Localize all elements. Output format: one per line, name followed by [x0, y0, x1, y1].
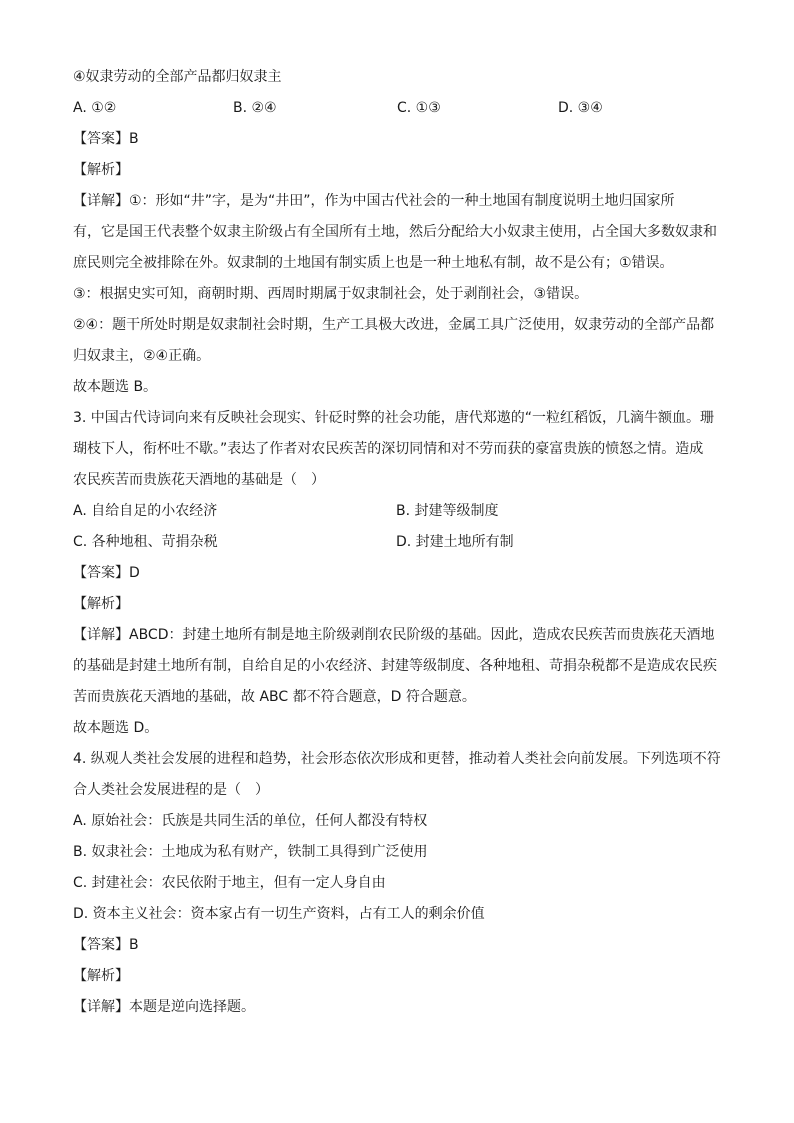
q2-choices-row: [73, 93, 723, 124]
q4-choice-b: B. 奴隶社会：土地成为私有财产，铁制工具得到广泛使用: [73, 844, 428, 860]
q3-detail-line: 【详解】ABCD：封建土地所有制是地主阶级剥削农民阶级的基础。因此，造成农民疾苦而贵族花天酒地: [73, 627, 715, 643]
q2-option-4-statement: ④奴隶劳动的全部产品都归奴隶主: [73, 69, 282, 85]
q4-stem-line: 合人类社会发展进程的是（ ）: [73, 782, 269, 798]
q2-detail-line: 【详解】①：形如“井”字，是为“井田”，作为中国古代社会的一种土地国有制度说明土地归国家所: [73, 193, 675, 209]
q2-detail-line: 有，它是国王代表整个奴隶主阶级占有全国所有土地，然后分配给大小奴隶主使用，占全国大多数奴隶和: [73, 224, 717, 240]
q3-choices-row-2: [73, 527, 723, 558]
q3-answer: 【答案】D: [73, 565, 140, 581]
q2-analysis-heading: 【解析】: [73, 162, 129, 178]
q2-choice-b: B. ②④: [233, 100, 277, 116]
q3-stem: [73, 403, 723, 496]
q2-choice-a: A. ①②: [73, 100, 117, 116]
q2-choice-d: D. ③④: [558, 100, 603, 116]
q2-answer: 【答案】B: [73, 131, 139, 147]
q2-detail-line: 庶民则完全被排除在外。奴隶制的土地国有制实质上也是一种土地私有制，故不是公有；①错误。: [73, 255, 674, 271]
q2-conclusion: 故本题选 B。: [73, 379, 158, 395]
q4-detail-line: 【详解】本题是逆向选择题。: [73, 999, 255, 1015]
document-page: [73, 62, 723, 1023]
q2-detail-line: ②④：题干所处时期是奴隶制社会时期，生产工具极大改进，金属工具广泛使用，奴隶劳动的全部产品都: [73, 317, 715, 333]
q3-detail-line: 的基础是封建土地所有制，自给自足的小农经济、封建等级制度、各种地租、苛捐杂税都不是造成农民疾: [73, 658, 717, 674]
q4-detail: [73, 992, 723, 1023]
q4-stem-line: 4. 纵观人类社会发展的进程和趋势，社会形态依次形成和更替，推动着人类社会向前发展。下列选项不符: [73, 751, 721, 767]
q4-choice-c: C. 封建社会：农民依附于地主，但有一定人身自由: [73, 875, 386, 891]
q3-stem-line: 3. 中国古代诗词向来有反映社会现实、针砭时弊的社会功能，唐代郑遨的“一粒红稻饭，几滴牛额血。珊: [73, 410, 715, 426]
q4-stem: [73, 744, 723, 806]
q3-choice-d: D. 封建土地所有制: [396, 534, 514, 550]
q2-choice-c: C. ①③: [397, 100, 441, 116]
q3-choices-row-1: [73, 496, 723, 527]
q3-choice-c: C. 各种地租、苛捐杂税: [73, 534, 218, 550]
q4-choice-a: A. 原始社会：氏族是共同生活的单位，任何人都没有特权: [73, 813, 428, 829]
q4-analysis-heading: 【解析】: [73, 968, 129, 984]
q3-conclusion: 故本题选 D。: [73, 720, 159, 736]
q3-choice-a: A. 自给自足的小农经济: [73, 503, 218, 519]
q3-detail-line: 苦而贵族花天酒地的基础，故 ABC 都不符合题意，D 符合题意。: [73, 689, 476, 705]
q3-choice-b: B. 封建等级制度: [396, 503, 499, 519]
q2-detail-line: 归奴隶主，②④正确。: [73, 348, 211, 364]
q2-detail-line: ③：根据史实可知，商朝时期、西周时期属于奴隶制社会，处于剥削社会，③错误。: [73, 286, 589, 302]
q4-choices: [73, 806, 723, 930]
q2-detail: [73, 186, 723, 403]
q3-analysis-heading: 【解析】: [73, 596, 129, 612]
q3-stem-line: 瑚枝下人，衔杯吐不歇。”表达了作者对农民疾苦的深切同情和对不劳而获的豪富贵族的愤怒之情。造成: [73, 441, 704, 457]
q3-detail: [73, 620, 723, 744]
q4-choice-d: D. 资本主义社会：资本家占有一切生产资料，占有工人的剩余价值: [73, 906, 485, 922]
q3-stem-line: 农民疾苦而贵族花天酒地的基础是（ ）: [73, 472, 325, 488]
q4-answer: 【答案】B: [73, 937, 139, 953]
